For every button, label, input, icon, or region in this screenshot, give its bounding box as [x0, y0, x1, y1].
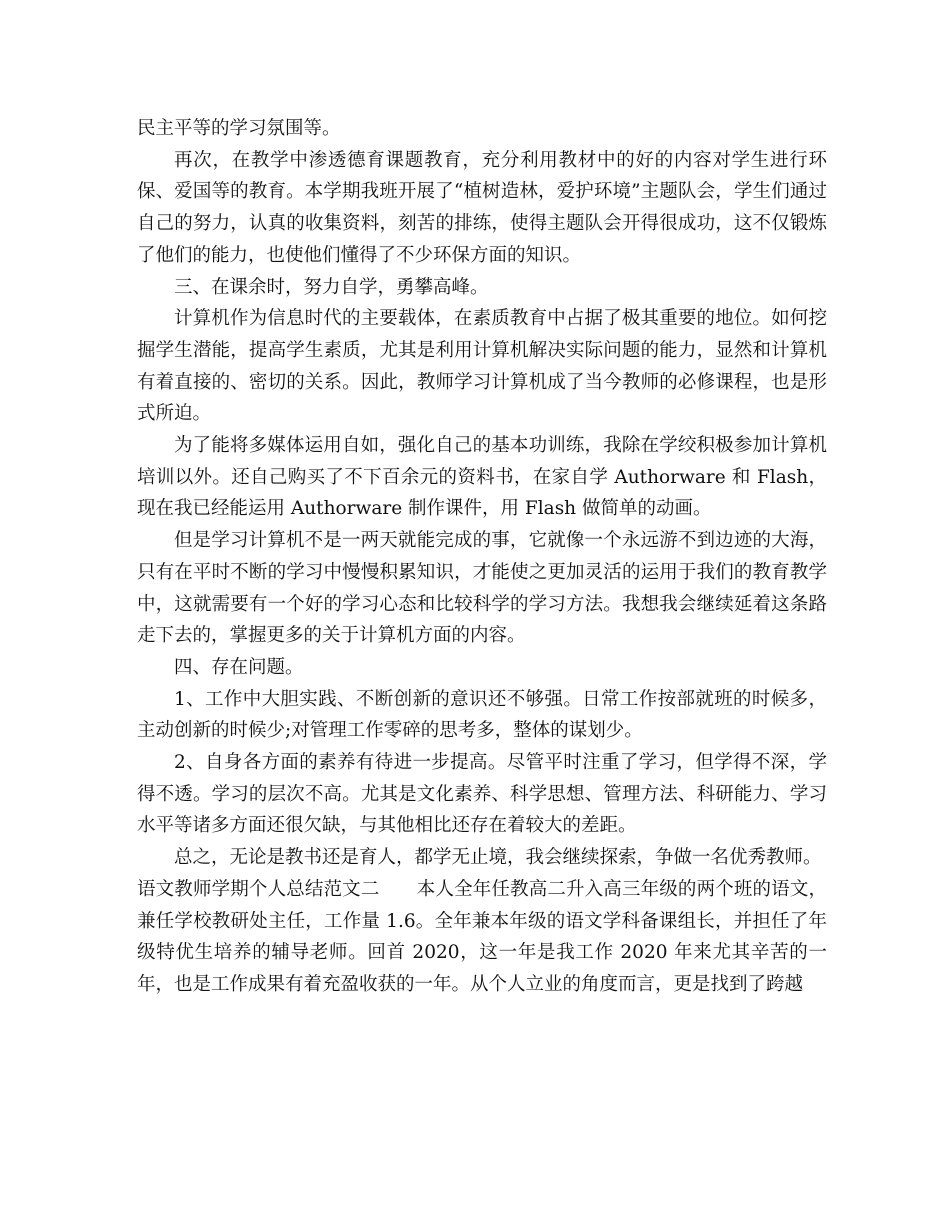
section-heading-3: 三、在课余时，努力自学，勇攀高峰。	[174, 276, 489, 298]
section-heading-4: 四、存在问题。	[174, 656, 304, 678]
paragraph-4: 计算机作为信息时代的主要载体，在素质教育中占据了极其重要的地位。如何挖掘学生潜能，提高学生素质，尤其是利用计算机解决实际问题的能力，显然和计算机有着直接的、密切的关系。因此，教师学习计算机成了当今教师的必修课程，也是形式所迫。	[137, 308, 827, 425]
paragraph-summary-two: 语文教师学期个人总结范文二 本人全年任教高二升入高三年级的两个班的语文，兼任学校教研处主任，工作量 1.6。全年兼本年级的语文学科备课组长，并担任了年级特优生培养的辅导老师。回首 2020，这一年是我工作 2020 年来尤其辛苦的一年，也是工作成果有着充盈收获的一年。从个人立业的角度而言，更是找到了跨越	[137, 878, 827, 995]
problem-item-1: 1、工作中大胆实践、不断创新的意识还不够强。日常工作按部就班的时候多，主动创新的时候少;对管理工作零碎的思考多，整体的谋划少。	[137, 688, 827, 742]
problem-item-2: 2、自身各方面的素养有待进一步提高。尽管平时注重了学习，但学得不深，学得不透。学习的层次不高。尤其是文化素养、科学思想、管理方法、科研能力、学习水平等诸多方面还很欠缺，与其他相比还存在着较大的差距。	[137, 752, 827, 837]
paragraph-2: 再次，在教学中渗透德育课题教育，充分利用教材中的好的内容对学生进行环保、爱国等的教育。本学期我班开展了“植树造林，爱护环境”主题队会，学生们通过自己的努力，认真的收集资料，刻苦的排练，使得主题队会开得很成功，这不仅锻炼了他们的能力，也使他们懂得了不少环保方面的知识。	[137, 149, 827, 266]
document-body	[137, 113, 827, 1001]
paragraph-6: 但是学习计算机不是一两天就能完成的事，它就像一个永远游不到边迹的大海，只有在平时不断的学习中慢慢积累知识，才能使之更加灵活的运用于我们的教育教学中，这就需要有一个好的学习心态和比较科学的学习方法。我想我会继续延着这条路走下去的，掌握更多的关于计算机方面的内容。	[137, 530, 827, 647]
conclusion-paragraph: 总之，无论是教书还是育人，都学无止境，我会继续探索，争做一名优秀教师。	[174, 847, 822, 869]
paragraph-5: 为了能将多媒体运用自如，强化自己的基本功训练，我除在学绞积极参加计算机培训以外。还自己购买了不下百余元的资料书，在家自学 Authorware 和 Flash，现在我已经能运用 Authorware 制作课件，用 Flash 做简单的动画。	[137, 435, 827, 520]
paragraph-1: 民主平等的学习氛围等。	[137, 118, 341, 139]
